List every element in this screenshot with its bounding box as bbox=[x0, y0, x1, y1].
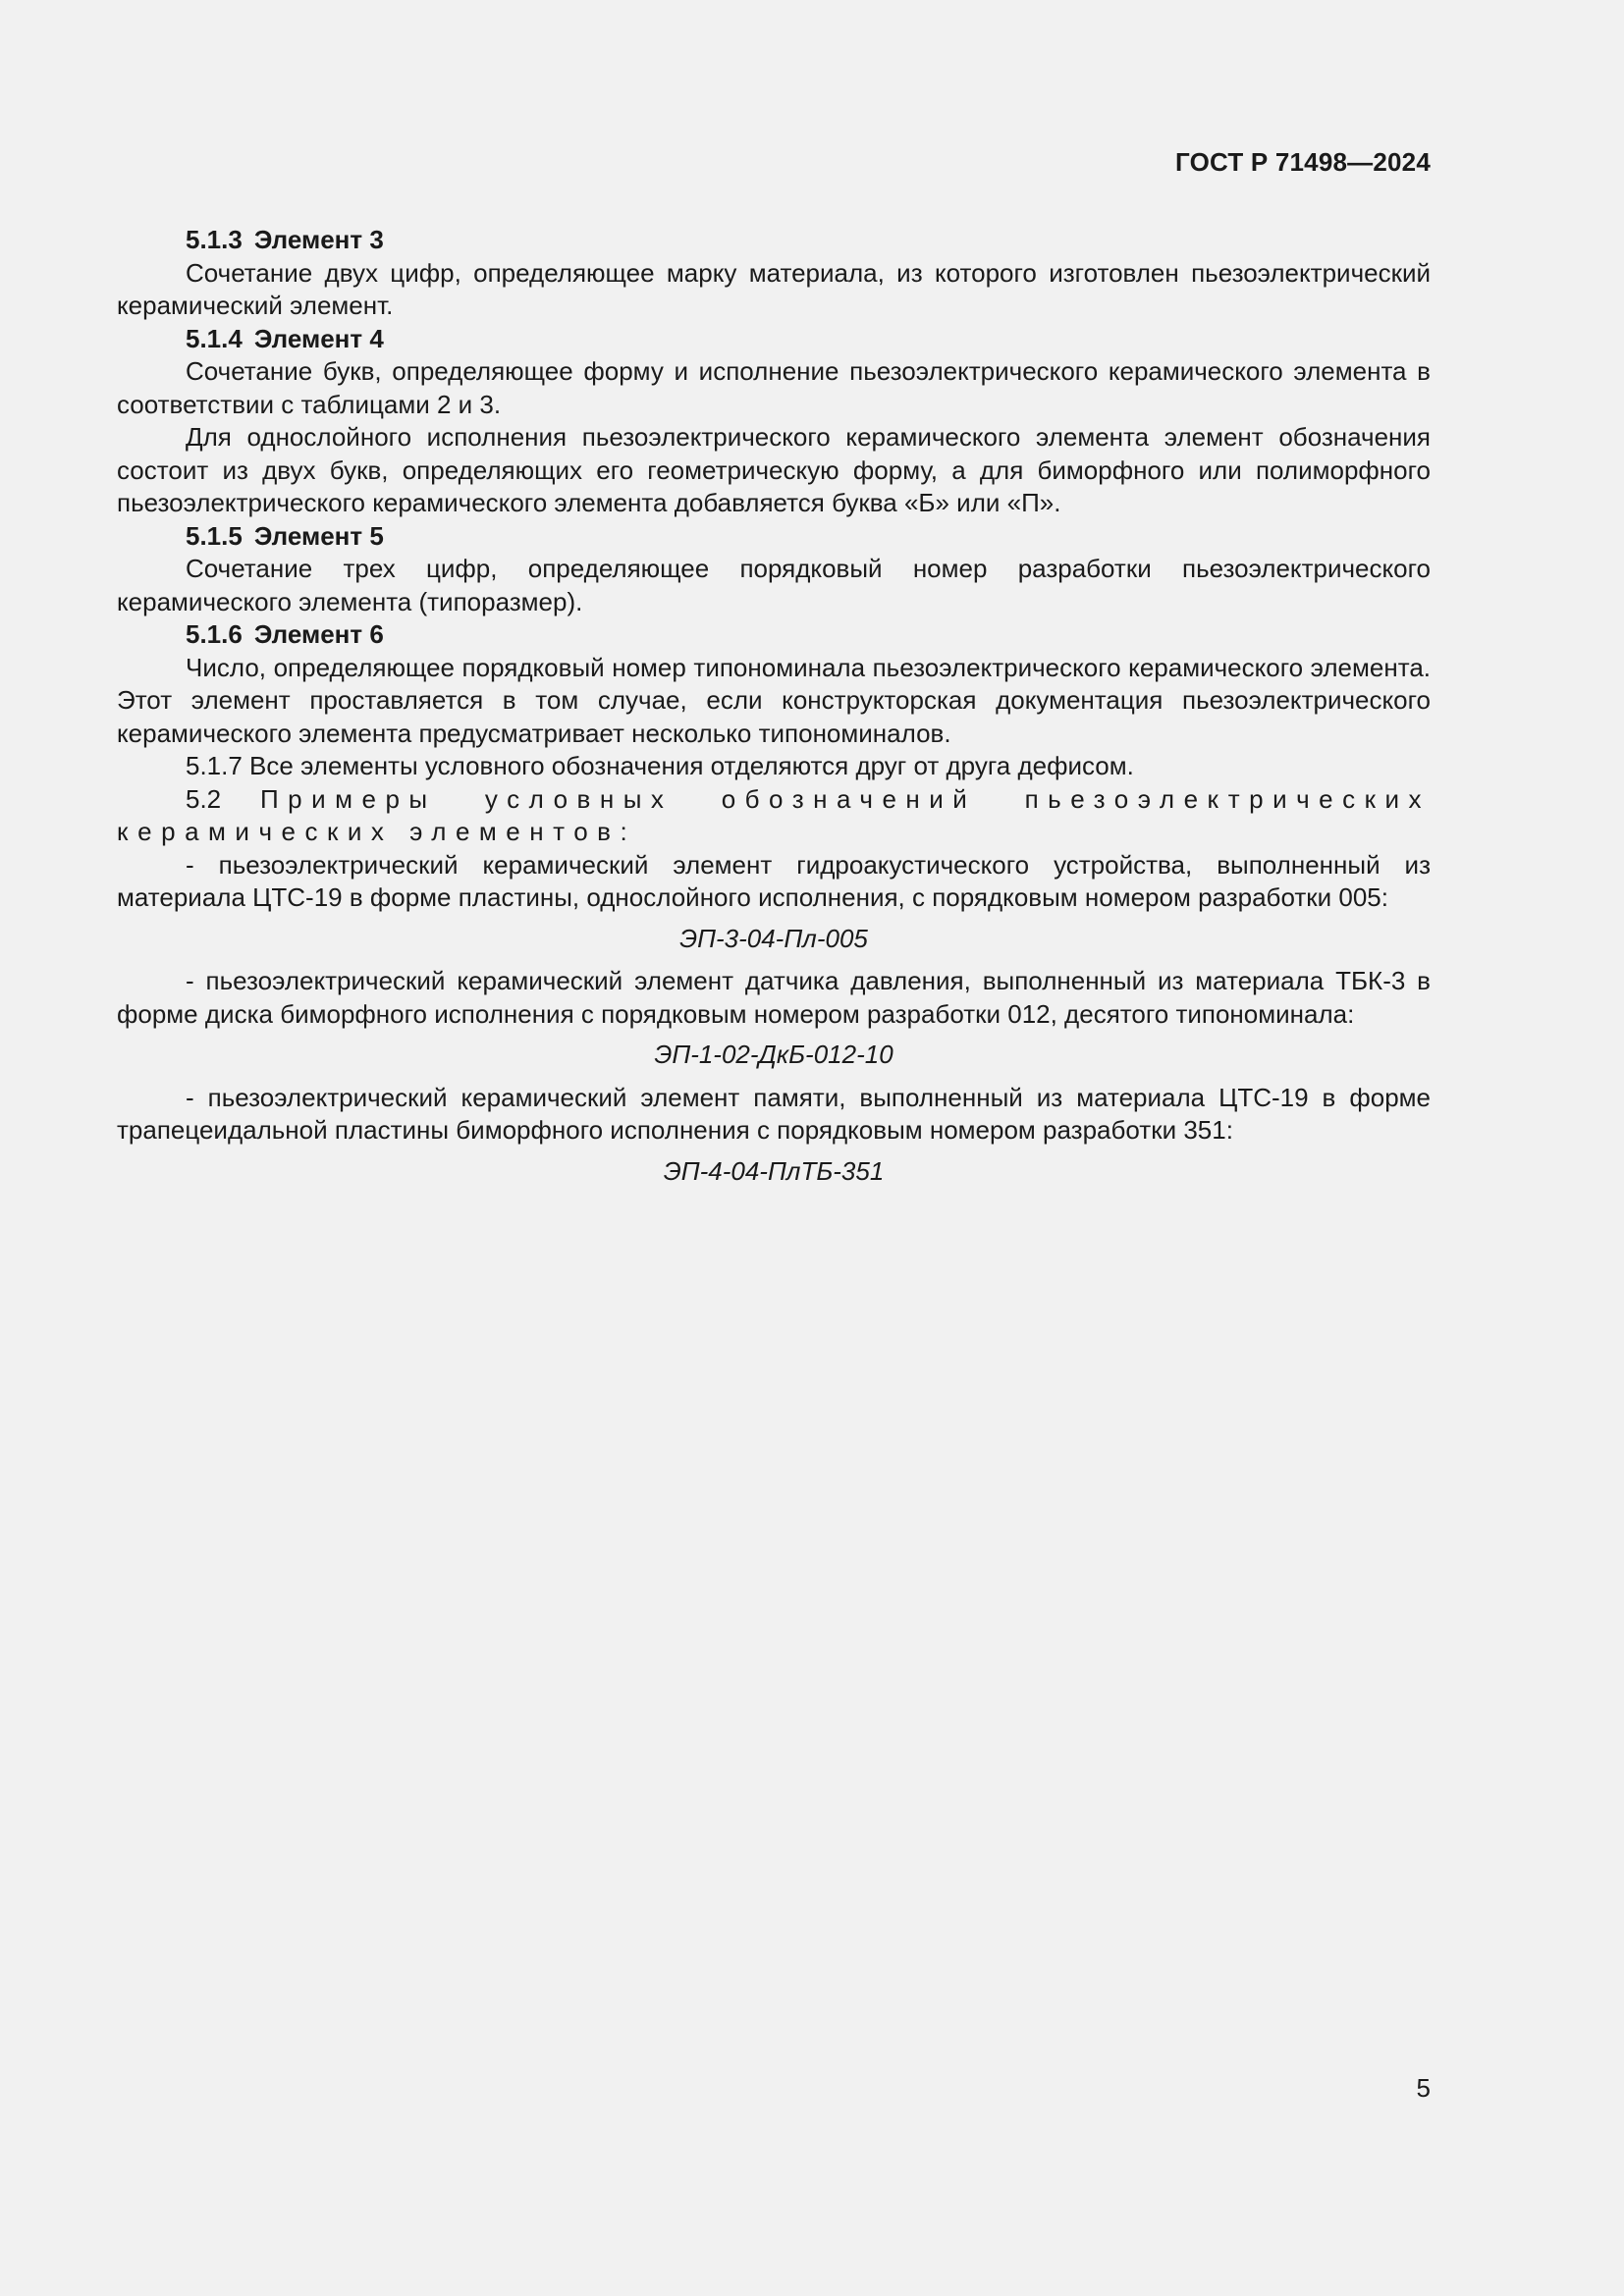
paragraph: Число, определяющее порядковый номер типономинала пьезоэлектрического керамического элемента. Этот элемент проставляется в том случае, если конструкторская документация пьезоэлектрического керамического элемента предусматривает несколько типономиналов. bbox=[117, 652, 1431, 748]
section-title-spaced: Примеры условных обозначений пьезоэлектрических керамических элементов: bbox=[117, 783, 1431, 846]
section-number: 5.1.3 bbox=[186, 225, 243, 254]
section-number: 5.1.5 bbox=[186, 520, 243, 551]
section-heading-5-1-3 bbox=[117, 224, 1431, 257]
example-item: - пьезоэлектрический керамический элемент датчика давления, выполненный из материала ТБК-3 в форме диска биморфного исполнения с порядковым номером разработки 012, десятого типономинала: bbox=[117, 966, 1431, 1029]
paragraph: Сочетание двух цифр, определяющее марку материала, из которого изготовлен пьезоэлектрический керамический элемент. bbox=[117, 257, 1431, 320]
paragraph: Сочетание букв, определяющее форму и исполнение пьезоэлектрического керамического элемента в соответствии с таблицами 2 и 3. bbox=[117, 356, 1431, 419]
paragraph: Для однослойного исполнения пьезоэлектрического керамического элемента элемент обозначения состоит из двух букв, определяющих его геометрическую форму, а для биморфного или полиморфного пьезоэлектрического керамического элемента добавляется буква «Б» или «П». bbox=[117, 422, 1431, 517]
example-item: - пьезоэлектрический керамический элемент гидроакустического устройства, выполненный из материала ЦТС-19 в форме пластины, однослойного исполнения, с порядковым номером разработки 005: bbox=[117, 849, 1431, 912]
section-title: Элемент 4 bbox=[253, 323, 384, 353]
document-code: ГОСТ Р 71498—2024 bbox=[1175, 147, 1431, 177]
designation-example: ЭП-4-04-ПлТБ-351 bbox=[663, 1155, 885, 1186]
page-content bbox=[117, 224, 1431, 1198]
section-heading-5-1-5 bbox=[117, 520, 1431, 554]
example-item: - пьезоэлектрический керамический элемент памяти, выполненный из материала ЦТС-19 в форме трапецеидальной пластины биморфного исполнения с порядковым номером разработки 351: bbox=[117, 1082, 1431, 1145]
designation-example: ЭП-3-04-Пл-005 bbox=[679, 923, 868, 953]
section-number: 5.1.6 bbox=[186, 619, 243, 649]
section-5-2 bbox=[117, 783, 1431, 849]
section-title: Элемент 6 bbox=[253, 619, 384, 649]
paragraph: Сочетание трех цифр, определяющее порядковый номер разработки пьезоэлектрического керамического элемента (типоразмер). bbox=[117, 554, 1431, 616]
page-number: 5 bbox=[1416, 2073, 1431, 2103]
section-heading-5-1-4 bbox=[117, 323, 1431, 356]
designation-example: ЭП-1-02-ДкБ-012-10 bbox=[654, 1040, 893, 1069]
section-number: 5.1.4 bbox=[186, 323, 243, 353]
section-heading-5-1-6 bbox=[117, 618, 1431, 652]
paragraph-5-1-7: 5.1.7 Все элементы условного обозначения отделяются друг от друга дефисом. bbox=[186, 751, 1134, 780]
section-number: 5.2 bbox=[186, 783, 222, 814]
section-title: Элемент 5 bbox=[253, 520, 384, 551]
section-title: Элемент 3 bbox=[253, 225, 384, 254]
